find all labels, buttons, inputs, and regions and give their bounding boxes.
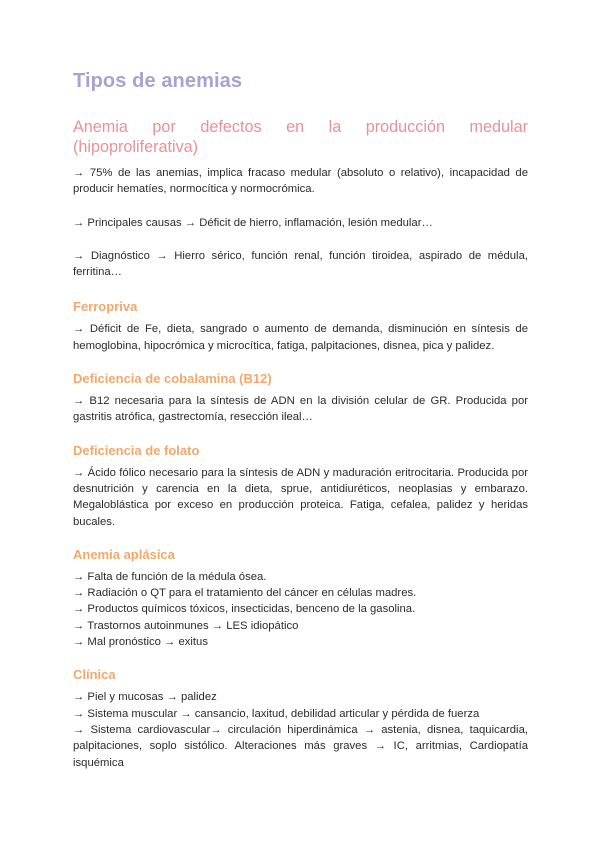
folato-text: → Ácido fólico necesario para la síntesis de ADN y maduración eritrocitaria. Producida por desnutrición y carencia en la dieta, sprue, antidiuréticos, neoplasias y embarazo. Megaloblástica por exceso en producción proteica. Fatiga, cefalea, palidez y heridas bucales. bbox=[73, 466, 528, 528]
clinica-heading: Clínica bbox=[73, 667, 116, 683]
ferropriva-heading: Ferropriva bbox=[73, 299, 138, 315]
cobalamina-text: → B12 necesaria para la síntesis de ADN en la división celular de GR. Producida por gastritis atrófica, gastrectomía, resección ileal… bbox=[73, 395, 528, 424]
ferropriva-text: → Déficit de Fe, dieta, sangrado o aumento de demanda, disminución en síntesis de hemoglobina, hipocrómica y microcítica, fatiga, palpitaciones, disnea, pica y palidez. bbox=[73, 323, 528, 352]
folato-heading: Deficiencia de folato bbox=[73, 442, 200, 458]
aplasica-line: → Falta de función de la médula ósea. bbox=[73, 570, 267, 583]
aplasica-list bbox=[73, 569, 528, 650]
aplasica-heading: Anemia aplásica bbox=[73, 546, 175, 562]
main-paragraph-1: → 75% de las anemias, implica fracaso medular (absoluto o relativo), incapacidad de producir hematíes, normocítica y normocrómica. bbox=[73, 167, 528, 196]
cobalamina-heading: Deficiencia de cobalamina (B12) bbox=[73, 371, 272, 387]
main-paragraph-3: → Diagnóstico → Hierro sérico, función renal, función tiroidea, aspirado de médula, ferritina… bbox=[73, 249, 528, 279]
aplasica-line: → Mal pronóstico → exitus bbox=[73, 636, 208, 649]
clinica-paragraph: → Sistema cardiovascular→ circulación hiperdinámica → astenia, disnea, taquicardia, palpitaciones, soplo sistólico. Alteraciones más graves → IC, arritmias, Cardiopatía isquémica bbox=[73, 723, 528, 769]
clinica-list bbox=[73, 689, 528, 770]
clinica-line: → Piel y mucosas → palidez bbox=[73, 691, 217, 704]
page-title: Tipos de anemias bbox=[73, 70, 243, 92]
main-section-heading: Anemia por defectos en la producción medular (hipoproliferativa) bbox=[73, 118, 528, 156]
aplasica-line: → Radiación o QT para el tratamiento del cáncer en células madres. bbox=[73, 587, 417, 600]
main-paragraph-2: → Principales causas → Déficit de hierro, inflamación, lesión medular… bbox=[73, 216, 433, 229]
aplasica-line: → Productos químicos tóxicos, insecticidas, benceno de la gasolina. bbox=[73, 603, 416, 616]
clinica-line: → Sistema muscular → cansancio, laxitud, debilidad articular y pérdida de fuerza bbox=[73, 707, 480, 720]
aplasica-line: → Trastornos autoinmunes → LES idiopático bbox=[73, 619, 299, 632]
